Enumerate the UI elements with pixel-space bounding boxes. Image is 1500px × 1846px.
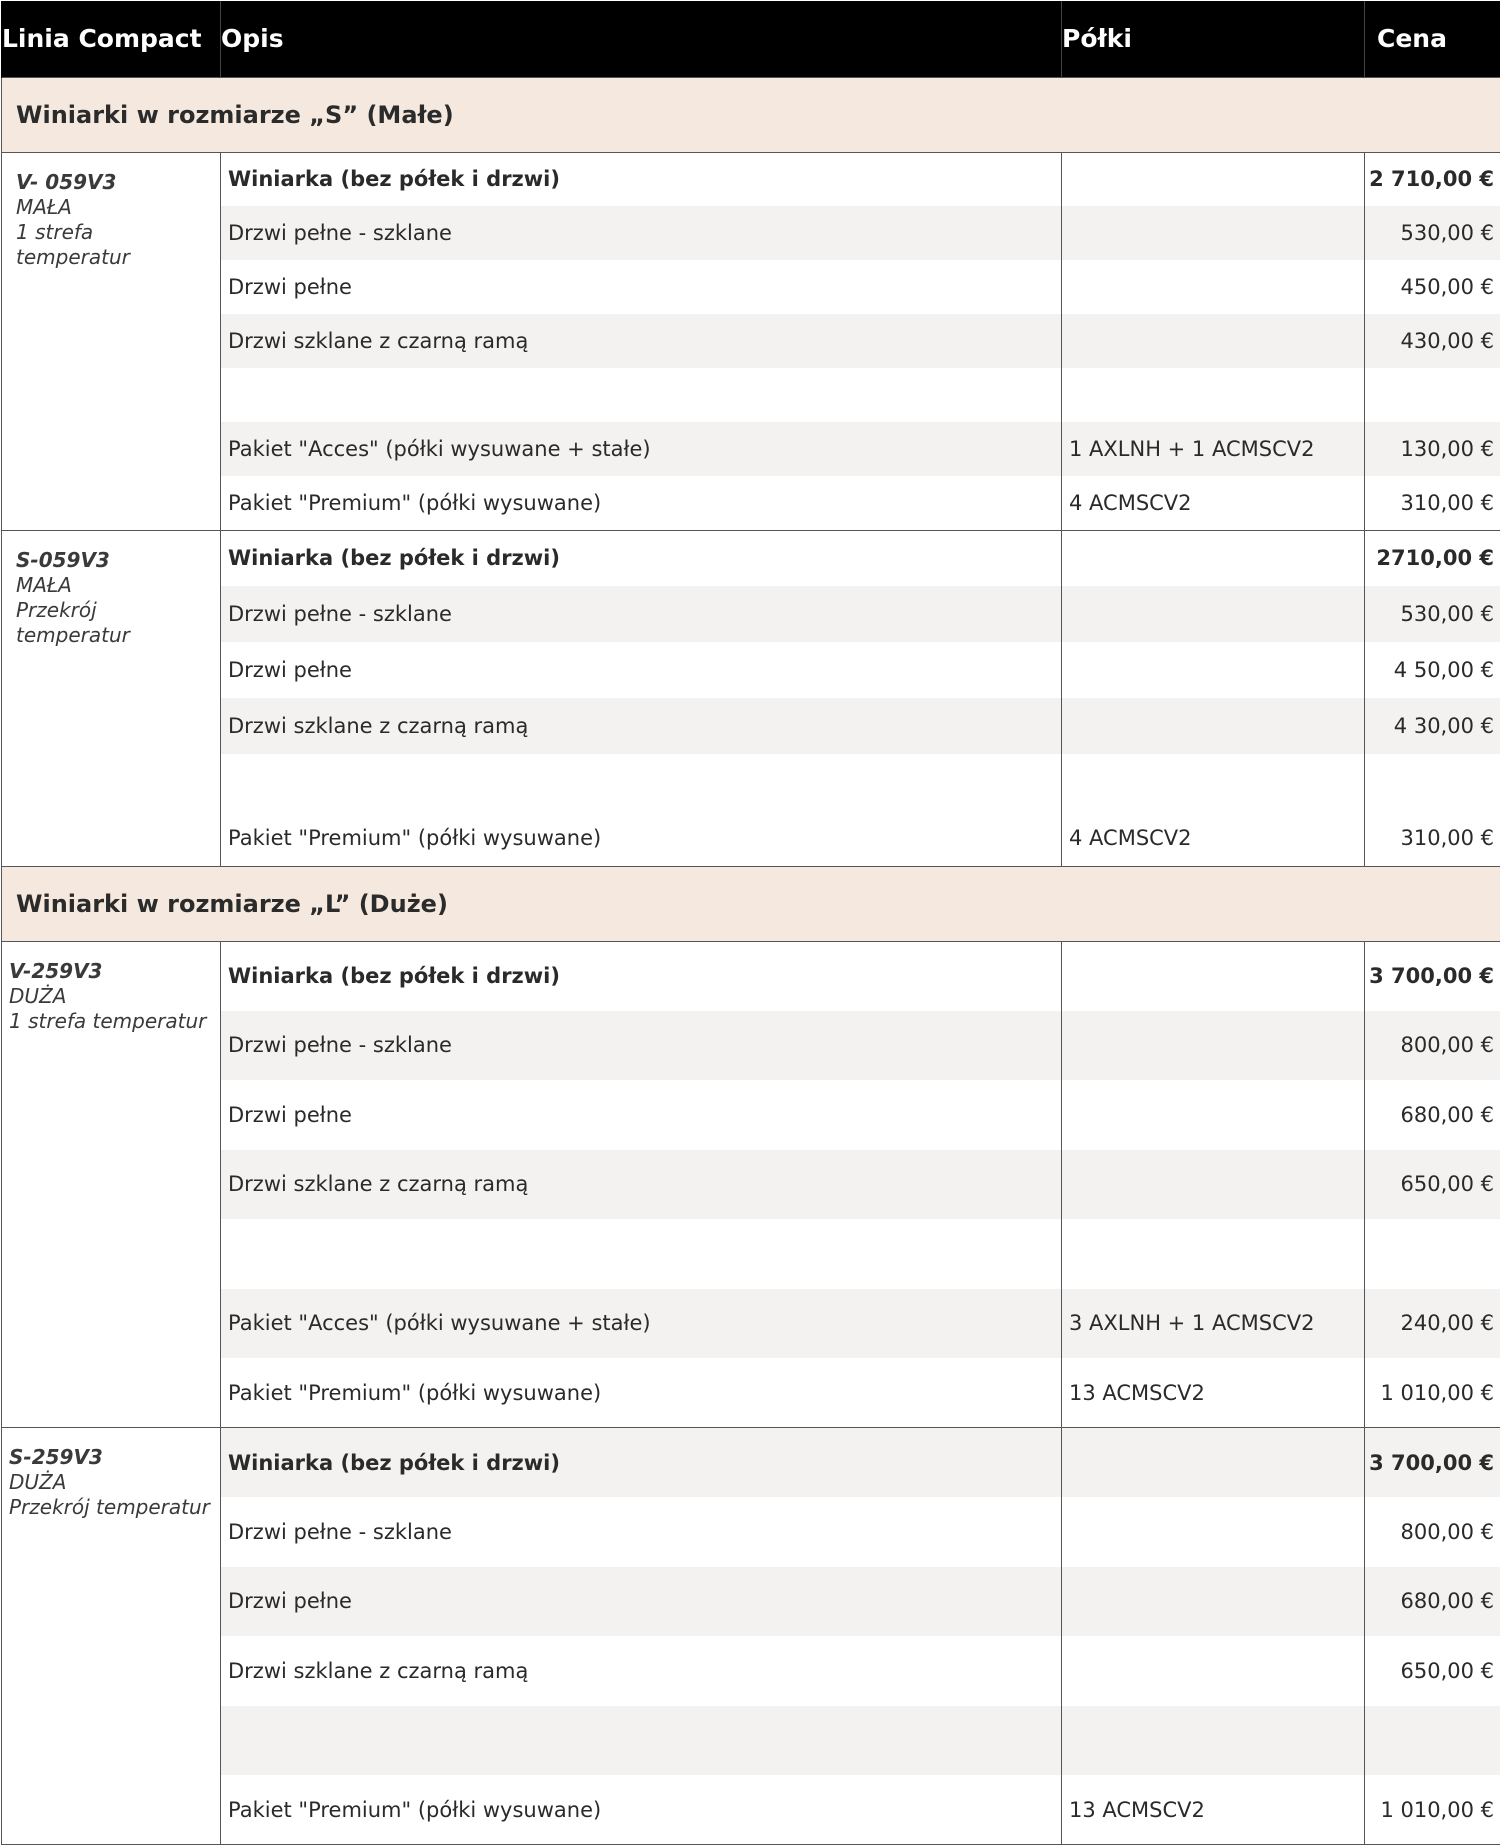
row-description: Pakiet "Premium" (półki wysuwane) [221,1358,1062,1428]
row-shelves: 3 AXLNH + 1 ACMSCV2 [1062,1289,1365,1359]
row-shelves: 13 ACMSCV2 [1062,1775,1365,1845]
row-description: Pakiet "Premium" (półki wysuwane) [221,476,1062,530]
row-price: 1 010,00 € [1365,1775,1500,1845]
row-description: Pakiet "Acces" (półki wysuwane + stałe) [221,422,1062,476]
row-shelves [1062,1428,1365,1498]
row-price: 650,00 € [1365,1150,1500,1220]
model-line: Przekrój [16,598,214,623]
row-description: Drzwi pełne - szklane [221,586,1062,642]
row-description [221,1706,1062,1776]
row-price: 4 50,00 € [1365,642,1500,698]
row-description: Winiarka (bez półek i drzwi) [221,1428,1062,1498]
model-line: Przekrój temperatur [9,1495,214,1520]
row-shelves [1062,698,1365,754]
row-description: Drzwi szklane z czarną ramą [221,698,1062,754]
section-small [2,77,1500,152]
row-shelves [1062,1150,1365,1220]
row-description: Drzwi pełne - szklane [221,1011,1062,1081]
row-shelves [1062,1636,1365,1706]
row-shelves [1062,1080,1365,1150]
model-line: DUŻA [9,984,214,1009]
model-code: V-259V3 [9,959,214,984]
row-description [221,1219,1062,1289]
row-price: 450,00 € [1365,260,1500,314]
row-description: Pakiet "Premium" (półki wysuwane) [221,1775,1062,1845]
row-shelves [1062,1497,1365,1567]
table-header [2,1,1500,77]
row-shelves [1062,1567,1365,1637]
row-price: 800,00 € [1365,1011,1500,1081]
model-group [2,152,1500,530]
row-price: 530,00 € [1365,586,1500,642]
row-description: Drzwi pełne [221,260,1062,314]
model-line: 1 strefa temperatur [9,1009,214,1034]
row-price: 240,00 € [1365,1289,1500,1359]
model-code: V- 059V3 [16,170,214,195]
row-shelves [1062,642,1365,698]
model-group [2,530,1500,866]
row-price: 3 700,00 € [1365,1428,1500,1498]
model-code: S-259V3 [9,1445,214,1470]
model-cell [2,530,221,866]
row-description: Drzwi pełne [221,642,1062,698]
row-shelves [1062,586,1365,642]
row-shelves [1062,1706,1365,1776]
model-group [2,1428,1500,1845]
row-price: 4 30,00 € [1365,698,1500,754]
row-description: Pakiet "Premium" (półki wysuwane) [221,810,1062,866]
row-description: Drzwi szklane z czarną ramą [221,1636,1062,1706]
row-description: Drzwi szklane z czarną ramą [221,1150,1062,1220]
price-table [1,1,1500,1845]
row-price: 800,00 € [1365,1497,1500,1567]
model-line: temperatur [16,245,214,270]
row-shelves [1062,1011,1365,1081]
row-price: 3 700,00 € [1365,941,1500,1011]
row-shelves [1062,260,1365,314]
row-price: 2710,00 € [1365,530,1500,586]
row-description [221,368,1062,422]
row-shelves [1062,314,1365,368]
row-shelves [1062,206,1365,260]
row-price [1365,1219,1500,1289]
row-price: 680,00 € [1365,1567,1500,1637]
row-price: 530,00 € [1365,206,1500,260]
section-title: Winiarki w rozmiarze „S” (Małe) [2,77,1500,152]
model-line: MAŁA [16,573,214,598]
row-description [221,754,1062,810]
row-description: Drzwi pełne - szklane [221,206,1062,260]
section-title: Winiarki w rozmiarze „L” (Duże) [2,866,1500,941]
row-price: 430,00 € [1365,314,1500,368]
header-price: Cena [1365,1,1500,77]
model-cell [2,941,221,1428]
row-price [1365,1706,1500,1776]
model-cell [2,152,221,530]
row-shelves [1062,152,1365,206]
row-description: Winiarka (bez półek i drzwi) [221,152,1062,206]
row-price: 680,00 € [1365,1080,1500,1150]
header-description: Opis [221,1,1062,77]
row-description: Drzwi pełne [221,1567,1062,1637]
model-line: 1 strefa [16,220,214,245]
row-description: Pakiet "Acces" (półki wysuwane + stałe) [221,1289,1062,1359]
row-shelves [1062,1219,1365,1289]
row-price: 650,00 € [1365,1636,1500,1706]
row-description: Winiarka (bez półek i drzwi) [221,941,1062,1011]
row-price: 1 010,00 € [1365,1358,1500,1428]
section-large [2,866,1500,941]
header-model: Linia Compact [2,1,221,77]
model-group [2,941,1500,1428]
row-description: Drzwi szklane z czarną ramą [221,314,1062,368]
model-code: S-059V3 [16,548,214,573]
row-shelves: 4 ACMSCV2 [1062,810,1365,866]
row-price: 310,00 € [1365,476,1500,530]
row-price [1365,368,1500,422]
model-line: DUŻA [9,1470,214,1495]
row-description: Winiarka (bez półek i drzwi) [221,530,1062,586]
row-price [1365,754,1500,810]
row-shelves [1062,941,1365,1011]
row-price: 310,00 € [1365,810,1500,866]
row-description: Drzwi pełne [221,1080,1062,1150]
model-cell [2,1428,221,1845]
row-price: 130,00 € [1365,422,1500,476]
row-price: 2 710,00 € [1365,152,1500,206]
row-shelves [1062,530,1365,586]
header-shelves: Półki [1062,1,1365,77]
row-shelves [1062,754,1365,810]
model-line: MAŁA [16,195,214,220]
row-shelves [1062,368,1365,422]
row-shelves: 13 ACMSCV2 [1062,1358,1365,1428]
row-shelves: 1 AXLNH + 1 ACMSCV2 [1062,422,1365,476]
model-line: temperatur [16,623,214,648]
row-shelves: 4 ACMSCV2 [1062,476,1365,530]
row-description: Drzwi pełne - szklane [221,1497,1062,1567]
